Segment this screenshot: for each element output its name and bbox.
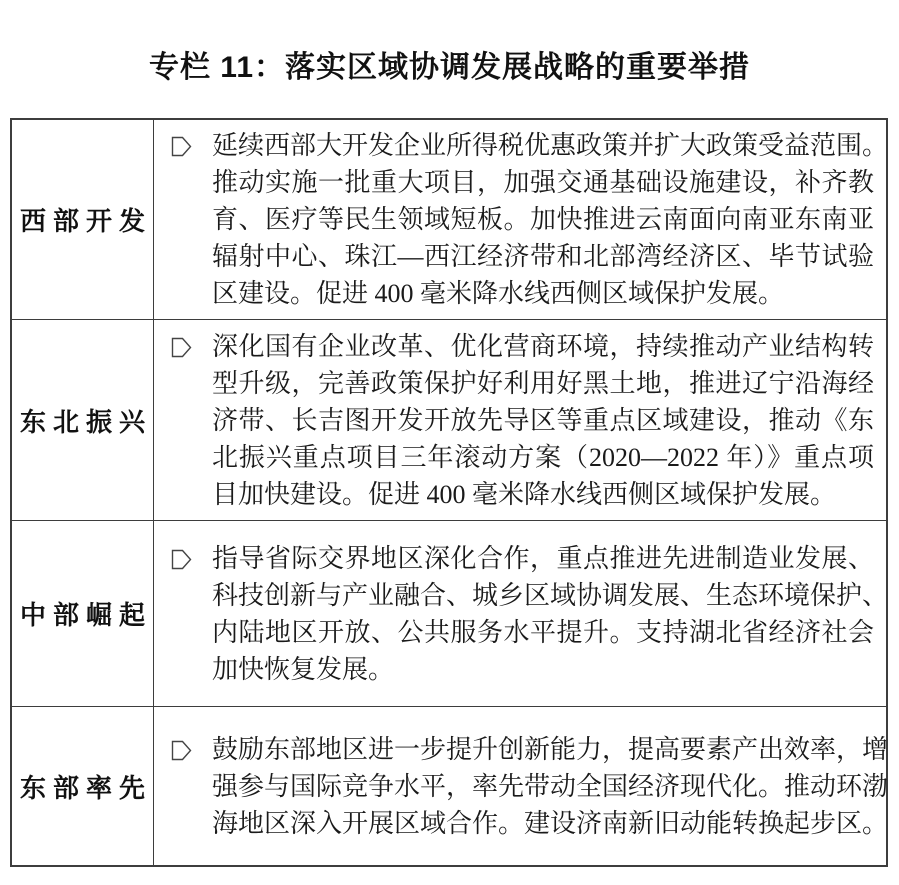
text-line: 辐射中心、珠江—西江经济带和北部湾经济区、毕节试验: [212, 242, 874, 271]
text-line: 指导省际交界地区深化合作，重点推进先进制造业发展、: [212, 543, 874, 573]
pentagon-bullet-icon: [166, 127, 212, 312]
text-line: 深化国有企业改革、优化营商环境，持续推动产业结构转: [212, 331, 874, 361]
text-line: 推动实施一批重大项目，加强交通基础设施建设，补齐教: [212, 168, 874, 197]
row-label: 东部率先: [12, 707, 154, 865]
measures-table: [10, 118, 888, 867]
row-text: [212, 127, 889, 312]
row-text: [212, 328, 874, 513]
page-title: 专栏 11：落实区域协调发展战略的重要举措: [148, 51, 751, 84]
text-line: 型升级，完善政策保护好利用好黑土地，推进辽宁沿海经: [212, 368, 874, 398]
text-line: 海地区深入开展区域合作。建设济南新旧动能转换起步区。: [212, 808, 889, 838]
table-row: [12, 120, 889, 319]
text-line: 鼓励东部地区进一步提升创新能力，提高要素产出效率，增: [212, 734, 889, 764]
text-line: 延续西部大开发企业所得税优惠政策并扩大政策受益范围。: [212, 131, 889, 160]
row-content: [154, 120, 889, 319]
pentagon-bullet-icon: [166, 328, 212, 513]
table-row: [12, 706, 889, 865]
row-content: [154, 320, 886, 520]
text-line: 加快恢复发展。: [212, 654, 395, 684]
row-label: 西部开发: [12, 120, 154, 319]
row-text: [212, 540, 889, 688]
text-line: 北振兴重点项目三年滚动方案（2020—2022 年）》重点项: [212, 442, 874, 472]
text-line: 内陆地区开放、公共服务水平提升。支持湖北省经济社会: [212, 617, 874, 647]
row-label: 东北振兴: [12, 320, 154, 520]
row-content: [154, 521, 889, 706]
row-label: 中部崛起: [12, 521, 154, 706]
pentagon-bullet-icon: [166, 540, 212, 688]
table-row: [12, 520, 889, 706]
table-row: [12, 319, 886, 520]
row-content: [154, 707, 889, 865]
text-line: 育、医疗等民生领域短板。加快推进云南面向南亚东南亚: [212, 205, 874, 234]
pentagon-bullet-icon: [166, 731, 212, 842]
row-text: [212, 731, 889, 842]
text-line: 目加快建设。促进 400 毫米降水线西侧区域保护发展。: [212, 479, 837, 509]
text-line: 强参与国际竞争水平，率先带动全国经济现代化。推动环渤: [212, 771, 889, 801]
text-line: 科技创新与产业融合、城乡区域协调发展、生态环境保护、: [212, 580, 889, 610]
text-line: 济带、长吉图开发开放先导区等重点区域建设，推动《东: [212, 405, 874, 435]
text-line: 区建设。促进 400 毫米降水线西侧区域保护发展。: [212, 279, 785, 308]
